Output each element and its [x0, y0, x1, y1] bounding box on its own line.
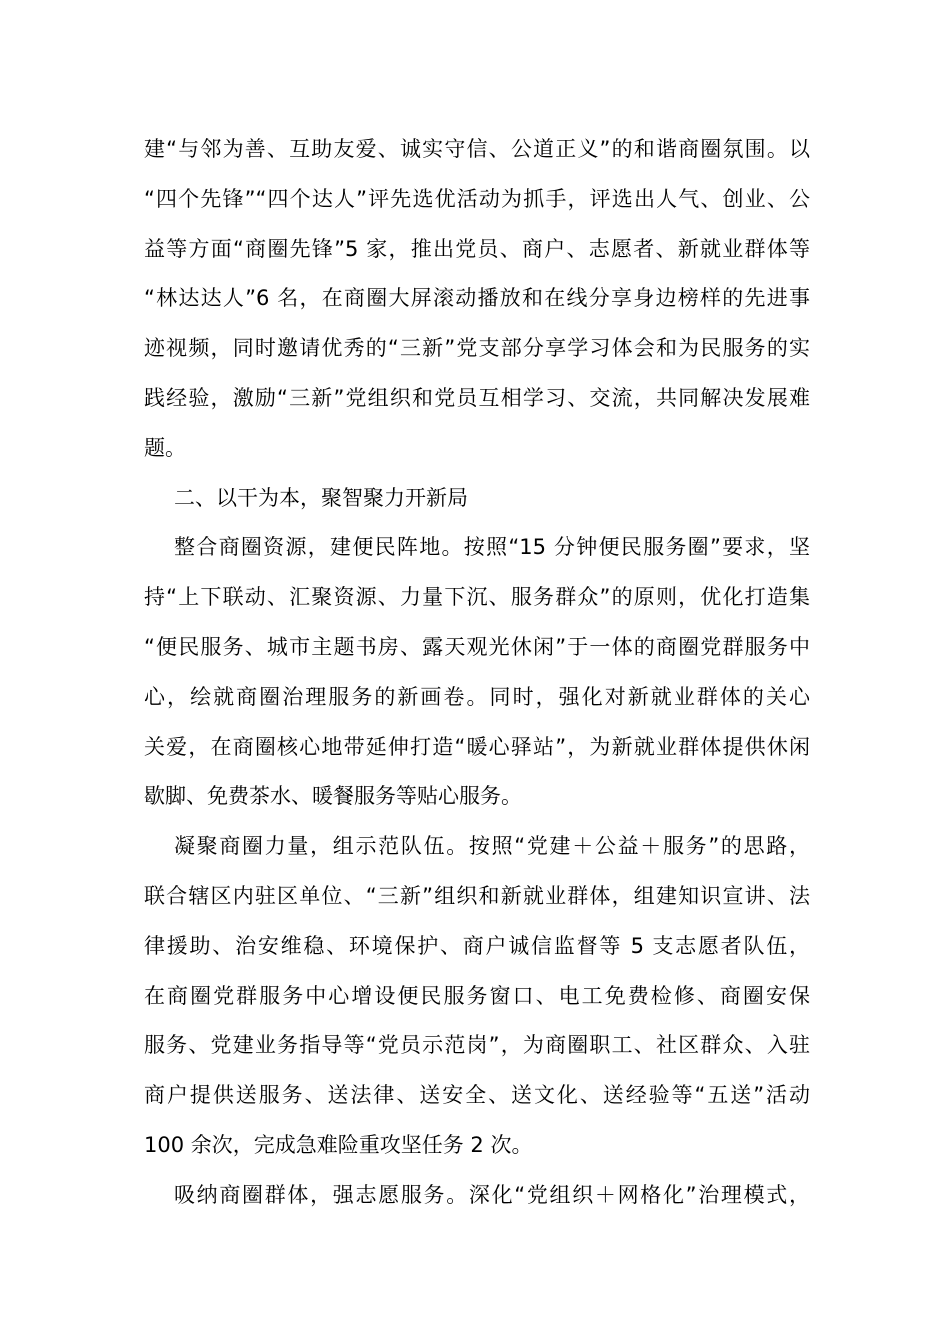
paragraph-line: 100 余次，完成急难险重攻坚任务 2 次。: [144, 1132, 533, 1157]
paragraph-line: 联合辖区内驻区单位、“三新”组织和新就业群体，组建知识宣讲、法: [144, 883, 810, 908]
paragraph-line: 关爱，在商圈核心地带延伸打造“暖心驿站”，为新就业群体提供休闲: [144, 734, 810, 759]
paragraph-line: 践经验，激励“三新”党组织和党员互相学习、交流，共同解决发展难: [144, 385, 810, 410]
paragraph-line: 益等方面“商圈先锋”5 家，推出党员、商户、志愿者、新就业群体等: [144, 236, 810, 261]
paragraph-line: “便民服务、城市主题书房、露天观光休闲”于一体的商圈党群服务中: [144, 634, 810, 659]
document-body: [144, 125, 810, 1221]
paragraph-line: 迹视频，同时邀请优秀的“三新”党支部分享学习体会和为民服务的实: [144, 336, 810, 361]
paragraph-line: 商户提供送服务、送法律、送安全、送文化、送经验等“五送”活动: [144, 1083, 810, 1108]
paragraph-line: 持“上下联动、汇聚资源、力量下沉、服务群众”的原则，优化打造集: [144, 585, 810, 610]
paragraph-line: “林达达人”6 名，在商圈大屏滚动播放和在线分享身边榜样的先进事: [144, 286, 810, 311]
paragraph-line: 题。: [144, 435, 186, 460]
paragraph-line: 凝聚商圈力量，组示范队伍。按照“党建＋公益＋服务”的思路，: [174, 834, 810, 859]
section-heading: 二、以干为本，聚智聚力开新局: [174, 485, 468, 510]
paragraph-line: 律援助、治安维稳、环境保护、商户诚信监督等 5 支志愿者队伍，: [144, 933, 810, 958]
paragraph-line: 吸纳商圈群体，强志愿服务。深化“党组织＋网格化”治理模式，: [174, 1182, 810, 1207]
paragraph-line: 在商圈党群服务中心增设便民服务窗口、电工免费检修、商圈安保: [144, 983, 810, 1008]
paragraph-line: 建“与邻为善、互助友爱、诚实守信、公道正义”的和谐商圈氛围。以: [144, 137, 810, 161]
paragraph-line: “四个先锋”“四个达人”评先选优活动为抓手，评选出人气、创业、公: [144, 186, 810, 211]
paragraph-line: 歇脚、免费茶水、暖餐服务等贴心服务。: [144, 784, 522, 809]
paragraph-line: 服务、党建业务指导等“党员示范岗”，为商圈职工、社区群众、入驻: [144, 1033, 810, 1058]
paragraph-line: 心，绘就商圈治理服务的新画卷。同时，强化对新就业群体的关心: [144, 684, 810, 709]
paragraph-line: 整合商圈资源，建便民阵地。按照“15 分钟便民服务圈”要求，坚: [174, 535, 810, 560]
